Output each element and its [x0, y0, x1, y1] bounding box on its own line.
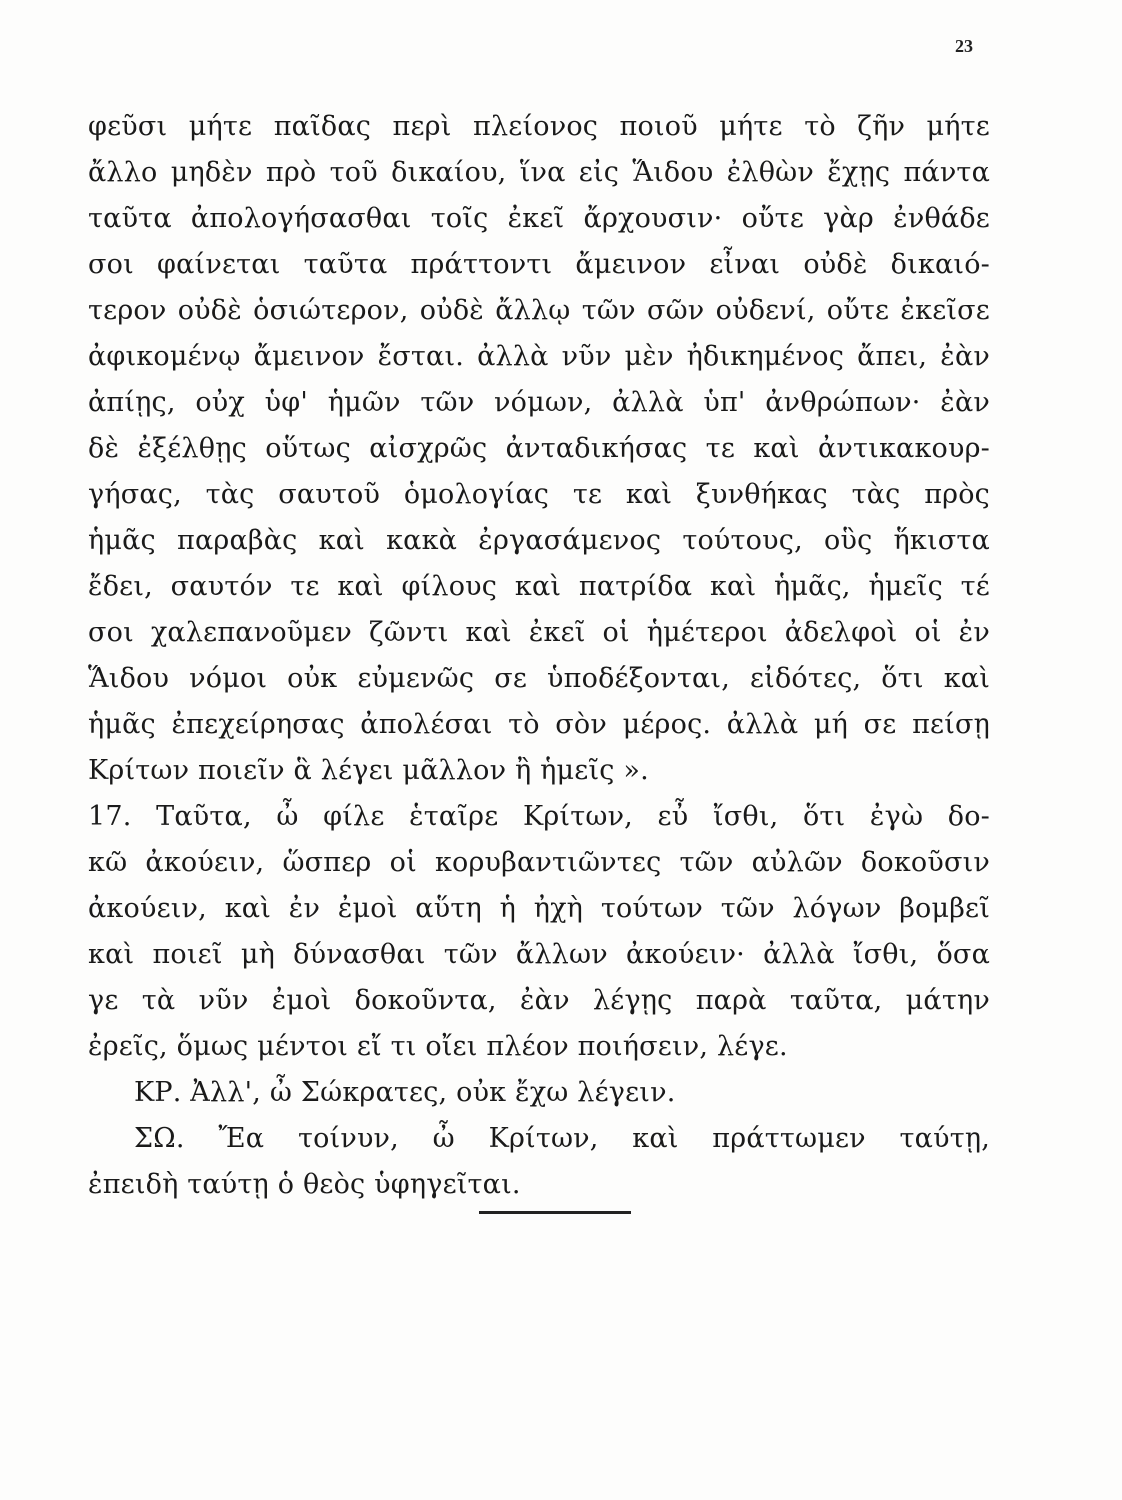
text-line: φεῦσι μήτε παῖδας περὶ πλείονος ποιοῦ μήτε τὸ ζῆν μήτε: [88, 111, 990, 142]
text-line: ταῦτα ἀπολογήσασθαι τοῖς ἐκεῖ ἄρχουσιν· οὔτε γὰρ ἐνθάδε: [88, 203, 990, 234]
text-line: ἔδει, σαυτόν τε καὶ φίλους καὶ πατρίδα καὶ ἡμᾶς, ἡμεῖς τέ: [88, 571, 990, 602]
page-number: 23: [955, 36, 973, 56]
text-line: ἀκούειν, καὶ ἐν ἐμοὶ αὕτη ἡ ἠχὴ τούτων τῶν λόγων βομβεῖ: [88, 893, 990, 924]
end-rule-divider: [479, 1211, 631, 1214]
text-line: γε τὰ νῦν ἐμοὶ δοκοῦντα, ἐὰν λέγῃς παρὰ ταῦτα, μάτην: [88, 985, 990, 1016]
text-line: καὶ ποιεῖ μὴ δύνασθαι τῶν ἄλλων ἀκούειν· ἀλλὰ ἴσθι, ὅσα: [88, 939, 990, 970]
speaker-kriton-line: ΚΡ. Ἀλλ', ὦ Σώκρατες, οὐκ ἔχω λέγειν.: [134, 1077, 676, 1108]
body-text: [88, 104, 990, 1208]
text-line: Κρίτων ποιεῖν ἃ λέγει μᾶλλον ἢ ἡμεῖς ».: [88, 755, 649, 786]
text-line: ἀπίῃς, οὐχ ὑφ' ἡμῶν τῶν νόμων, ἀλλὰ ὑπ' ἀνθρώπων· ἐὰν: [88, 387, 990, 418]
text-line: ἀφικομένῳ ἄμεινον ἔσται. ἀλλὰ νῦν μὲν ἠδικημένος ἄπει, ἐὰν: [88, 341, 990, 372]
text-line: ἄλλο μηδὲν πρὸ τοῦ δικαίου, ἵνα εἰς Ἅιδου ἐλθὼν ἔχῃς πάντα: [88, 157, 990, 188]
text-line: ἐπειδὴ ταύτῃ ὁ θεὸς ὑφηγεῖται.: [88, 1169, 521, 1200]
section-17-start: 17. Ταῦτα, ὦ φίλε ἑταῖρε Κρίτων, εὖ ἴσθι, ὅτι ἐγὼ δο-: [88, 801, 990, 832]
text-line: κῶ ἀκούειν, ὥσπερ οἱ κορυβαντιῶντες τῶν αὐλῶν δοκοῦσιν: [88, 847, 990, 878]
text-line: Ἅιδου νόμοι οὐκ εὐμενῶς σε ὑποδέξονται, εἰδότες, ὅτι καὶ: [88, 663, 990, 694]
text-line: δὲ ἐξέλθῃς οὕτως αἰσχρῶς ἀνταδικήσας τε καὶ ἀντικακουρ-: [88, 433, 990, 464]
text-line: ἐρεῖς, ὅμως μέντοι εἴ τι οἴει πλέον ποιήσειν, λέγε.: [88, 1031, 788, 1062]
text-line: τερον οὐδὲ ὁσιώτερον, οὐδὲ ἄλλῳ τῶν σῶν οὐδενί, οὔτε ἐκεῖσε: [88, 295, 990, 326]
text-line: σοι φαίνεται ταῦτα πράττοντι ἄμεινον εἶναι οὐδὲ δικαιό-: [88, 249, 990, 280]
text-line: σοι χαλεπανοῦμεν ζῶντι καὶ ἐκεῖ οἱ ἡμέτεροι ἀδελφοὶ οἱ ἐν: [88, 617, 990, 648]
text-line: γήσας, τὰς σαυτοῦ ὁμολογίας τε καὶ ξυνθήκας τὰς πρὸς: [88, 479, 990, 510]
text-line: ἡμᾶς ἐπεχείρησας ἀπολέσαι τὸ σὸν μέρος. ἀλλὰ μή σε πείσῃ: [88, 709, 990, 740]
speaker-sokrates-line: ΣΩ. Ἔα τοίνυν, ὦ Κρίτων, καὶ πράττωμεν ταύτῃ,: [134, 1123, 990, 1154]
text-line: ἡμᾶς παραβὰς καὶ κακὰ ἐργασάμενος τούτους, οὓς ἥκιστα: [88, 525, 990, 556]
